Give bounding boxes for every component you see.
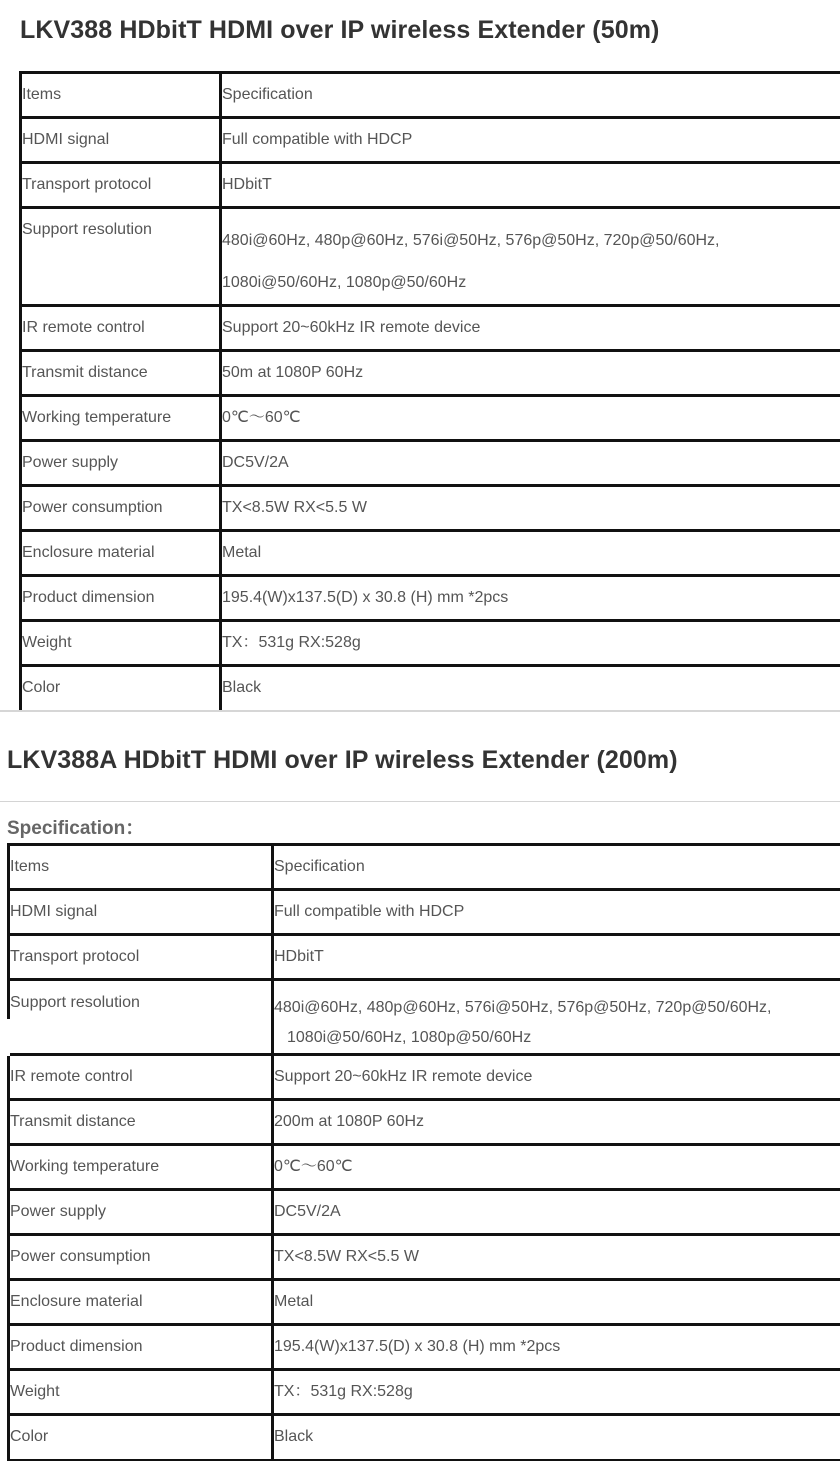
section-2-title: LKV388A HDbitT HDMI over IP wireless Extender (200m)	[7, 746, 678, 774]
item-label: Color	[21, 666, 221, 711]
item-label: Product dimension	[21, 576, 221, 621]
table-row	[9, 890, 840, 935]
item-label: Enclosure material	[21, 531, 221, 576]
table-row	[21, 666, 840, 711]
item-spec: Support 20~60kHz IR remote device	[221, 306, 840, 351]
item-label: Power consumption	[21, 486, 221, 531]
table-row	[9, 980, 840, 1055]
spec-line-2: 1080i@50/60Hz, 1080p@50/60Hz	[287, 1029, 532, 1046]
table-row	[9, 1280, 840, 1325]
spec-table-lkv388a	[7, 843, 840, 1461]
item-spec: TX<8.5W RX<5.5 W	[273, 1235, 840, 1280]
item-spec: Metal	[273, 1280, 840, 1325]
table-header-row	[21, 73, 840, 118]
item-label: Power supply	[9, 1190, 273, 1235]
item-spec: Full compatible with HDCP	[273, 890, 840, 935]
item-label: Transport protocol	[9, 935, 273, 980]
item-label: Enclosure material	[9, 1280, 273, 1325]
item-label: IR remote control	[21, 306, 221, 351]
header-items: Items	[21, 73, 221, 118]
item-label: Power consumption	[9, 1235, 273, 1280]
table-row	[9, 1190, 840, 1235]
table-row	[9, 1145, 840, 1190]
item-label: Support resolution	[9, 980, 273, 1055]
table-row	[9, 1100, 840, 1145]
item-spec	[273, 980, 840, 1055]
header-specification: Specification	[273, 845, 840, 890]
table-header-row	[9, 845, 840, 890]
table-row	[21, 351, 840, 396]
table-row	[21, 576, 840, 621]
item-label: Transmit distance	[21, 351, 221, 396]
table-row	[21, 208, 840, 306]
item-label: IR remote control	[9, 1055, 273, 1100]
table-row	[9, 1415, 840, 1460]
table-row	[21, 486, 840, 531]
section-divider	[0, 710, 840, 712]
table-row	[9, 1325, 840, 1370]
item-label: Working temperature	[21, 396, 221, 441]
table-row	[21, 531, 840, 576]
item-label: HDMI signal	[9, 890, 273, 935]
item-label: Weight	[21, 621, 221, 666]
table-row	[21, 621, 840, 666]
item-label: Support resolution	[21, 208, 221, 306]
item-label: Working temperature	[9, 1145, 273, 1190]
item-label: Weight	[9, 1370, 273, 1415]
item-label: Power supply	[21, 441, 221, 486]
item-label: Color	[9, 1415, 273, 1460]
section-1-title: LKV388 HDbitT HDMI over IP wireless Extender (50m)	[20, 16, 660, 44]
item-spec: 200m at 1080P 60Hz	[273, 1100, 840, 1145]
item-spec: Black	[221, 666, 840, 711]
table-row	[21, 118, 840, 163]
header-specification: Specification	[221, 73, 840, 118]
item-label: Transport protocol	[21, 163, 221, 208]
item-spec: Full compatible with HDCP	[221, 118, 840, 163]
spec-line-1: 480i@60Hz, 480p@60Hz, 576i@50Hz, 576p@50Hz, 720p@50/60Hz,	[274, 999, 772, 1016]
table-row	[9, 935, 840, 980]
item-label: Transmit distance	[9, 1100, 273, 1145]
specification-subtitle: Specification：	[7, 818, 145, 839]
item-spec: Black	[273, 1415, 840, 1460]
table-row	[21, 441, 840, 486]
table-row	[21, 306, 840, 351]
table-row	[9, 1235, 840, 1280]
item-spec: 195.4(W)x137.5(D) x 30.8 (H) mm *2pcs	[221, 576, 840, 621]
item-spec: 50m at 1080P 60Hz	[221, 351, 840, 396]
table-row	[9, 1370, 840, 1415]
item-spec: Metal	[221, 531, 840, 576]
item-spec: 195.4(W)x137.5(D) x 30.8 (H) mm *2pcs	[273, 1325, 840, 1370]
item-label: Product dimension	[9, 1325, 273, 1370]
item-spec: 0℃～60℃	[221, 396, 840, 441]
item-spec: Support 20~60kHz IR remote device	[273, 1055, 840, 1100]
spec-table-lkv388	[19, 71, 840, 712]
item-label: HDMI signal	[21, 118, 221, 163]
item-spec: DC5V/2A	[273, 1190, 840, 1235]
table-row	[21, 396, 840, 441]
item-spec: TX：531g RX:528g	[273, 1370, 840, 1415]
item-spec: 0℃～60℃	[273, 1145, 840, 1190]
spec-line-2: 1080i@50/60Hz, 1080p@50/60Hz	[222, 274, 467, 291]
item-spec: HDbitT	[221, 163, 840, 208]
table-row	[9, 1055, 840, 1100]
title-rule	[0, 801, 840, 802]
header-items: Items	[9, 845, 273, 890]
item-spec: TX<8.5W RX<5.5 W	[221, 486, 840, 531]
item-spec: HDbitT	[273, 935, 840, 980]
item-spec: DC5V/2A	[221, 441, 840, 486]
table-row	[21, 163, 840, 208]
item-spec	[221, 208, 840, 306]
spec-line-1: 480i@60Hz, 480p@60Hz, 576i@50Hz, 576p@50Hz, 720p@50/60Hz,	[222, 232, 720, 249]
item-spec: TX：531g RX:528g	[221, 621, 840, 666]
